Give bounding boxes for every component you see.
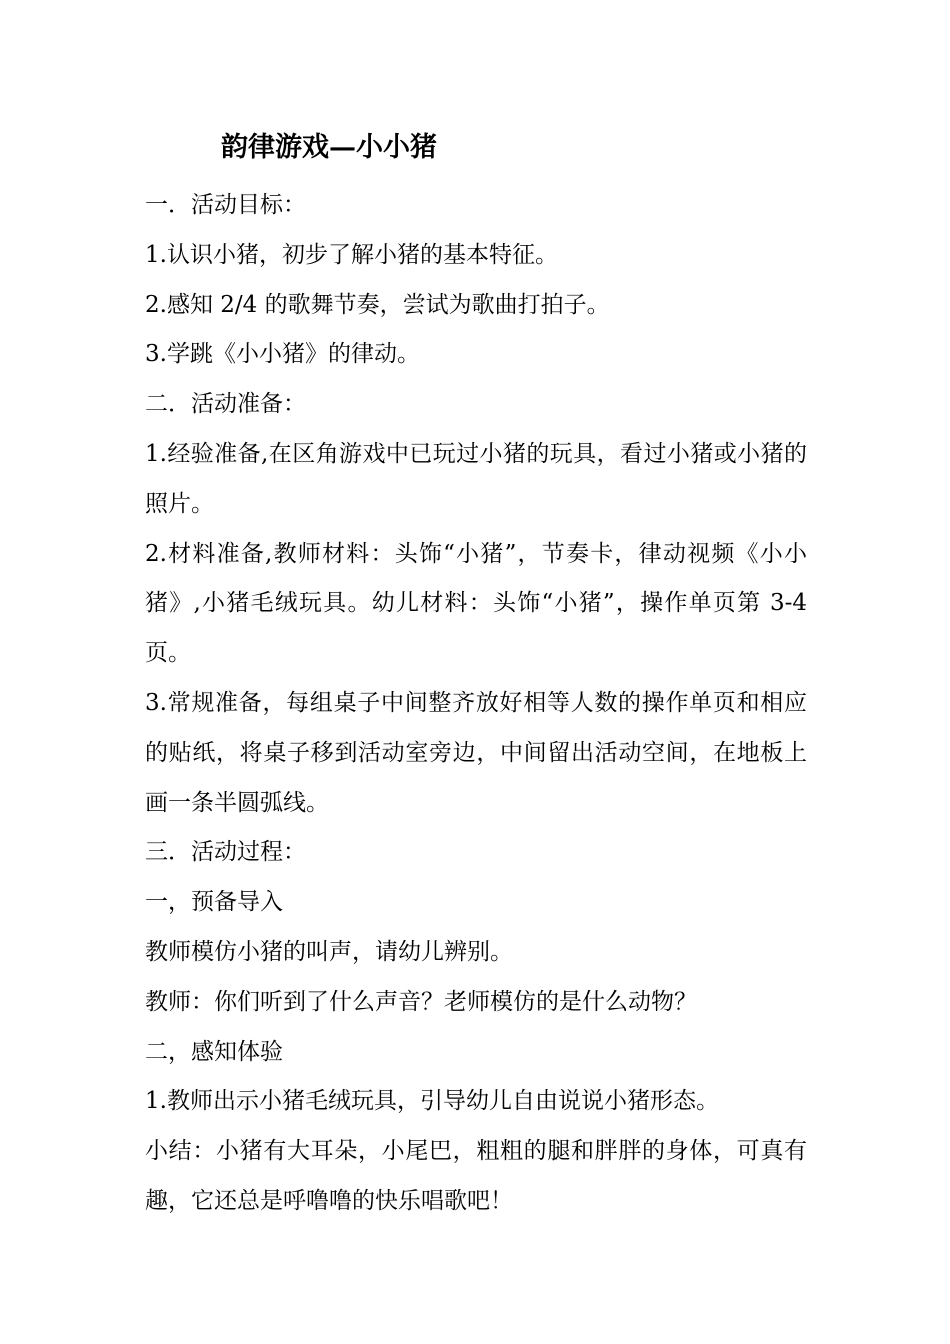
preparation-item-1: 1.经验准备,在区角游戏中已玩过小猪的玩具，看过小猪或小猪的照片。 (145, 440, 807, 517)
section-heading-preparation: 二．活动准备： (145, 391, 306, 418)
document-body (145, 181, 807, 1227)
section-heading-goals: 一．活动目标： (145, 192, 306, 218)
process-text: 教师模仿小猪的叫声，请幼儿辨别。 (145, 938, 513, 965)
process-text: 教师：你们听到了什么声音？老师模仿的是什么动物？ (145, 988, 697, 1015)
goal-item-3: 3.学跳《小小猪》的律动。 (145, 341, 420, 368)
process-step-heading-1: 一，预备导入 (145, 889, 283, 916)
goal-item-2: 2.感知 2/4 的歌舞节奏，尝试为歌曲打拍子。 (145, 291, 610, 318)
goal-item-1: 1.认识小猪，初步了解小猪的基本特征。 (145, 241, 558, 268)
process-text: 1.教师出示小猪毛绒玩具，引导幼儿自由说说小猪形态。 (145, 1088, 719, 1115)
process-summary: 小结：小猪有大耳朵，小尾巴，粗粗的腿和胖胖的身体，可真有趣，它还总是呼噜噜的快乐唱歌吧！ (145, 1138, 807, 1214)
document-title: 韵律游戏—小小猪 (221, 132, 437, 163)
preparation-item-2: 2.材料准备,教师材料：头饰“小猪”，节奏卡，律动视频《小小猪》,小猪毛绒玩具。幼儿材料：头饰“小猪”，操作单页第 3-4 页。 (145, 540, 807, 667)
preparation-item-3: 3.常规准备，每组桌子中间整齐放好相等人数的操作单页和相应的贴纸，将桌子移到活动室旁边，中间留出活动空间，在地板上画一条半圆弧线。 (145, 689, 807, 816)
section-heading-process: 三．活动过程： (145, 839, 306, 866)
process-step-heading-2: 二，感知体验 (145, 1038, 283, 1065)
